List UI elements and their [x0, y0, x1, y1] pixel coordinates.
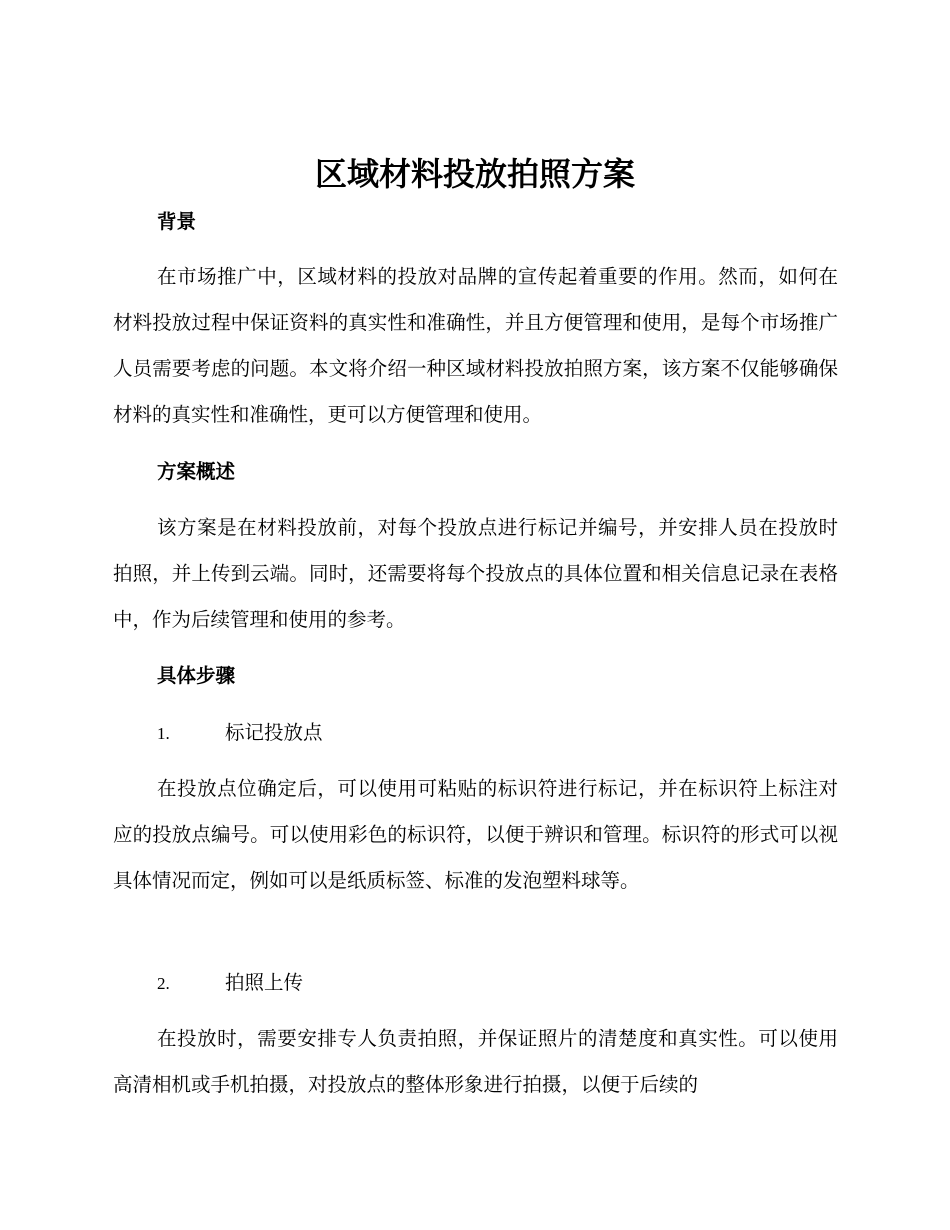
step-1-paragraph: 在投放点位确定后，可以使用可粘贴的标识符进行标记，并在标识符上标注对应的投放点编号。可以使用彩色的标识符，以便于辨识和管理。标识符的形式可以视具体情况而定，例如可以是纸质标签、标准的发泡塑料球等。	[113, 777, 838, 892]
background-paragraph: 在市场推广中，区域材料的投放对品牌的宣传起着重要的作用。然而，如何在材料投放过程中保证资料的真实性和准确性，并且方便管理和使用，是每个市场推广人员需要考虑的问题。本文将介绍一种区域材料投放拍照方案，该方案不仅能够确保材料的真实性和准确性，更可以方便管理和使用。	[113, 265, 838, 426]
step-2-paragraph: 在投放时，需要安排专人负责拍照，并保证照片的清楚度和真实性。可以使用高清相机或手机拍摄，对投放点的整体形象进行拍摄，以便于后续的	[113, 1027, 838, 1096]
step-number-2: 2.	[157, 974, 170, 993]
step-item-1	[157, 719, 323, 748]
section-heading-background: 背景	[157, 210, 197, 233]
step-item-2	[157, 969, 303, 998]
section-heading-overview: 方案概述	[157, 460, 236, 483]
step-label-1: 标记投放点	[225, 721, 323, 744]
step-number-1: 1.	[157, 724, 170, 743]
overview-paragraph: 该方案是在材料投放前，对每个投放点进行标记并编号，并安排人员在投放时拍照，并上传到云端。同时，还需要将每个投放点的具体位置和相关信息记录在表格中，作为后续管理和使用的参考。	[113, 516, 838, 631]
step-label-2: 拍照上传	[225, 971, 304, 994]
document-title: 区域材料投放拍照方案	[314, 155, 635, 193]
section-heading-steps: 具体步骤	[157, 664, 236, 687]
